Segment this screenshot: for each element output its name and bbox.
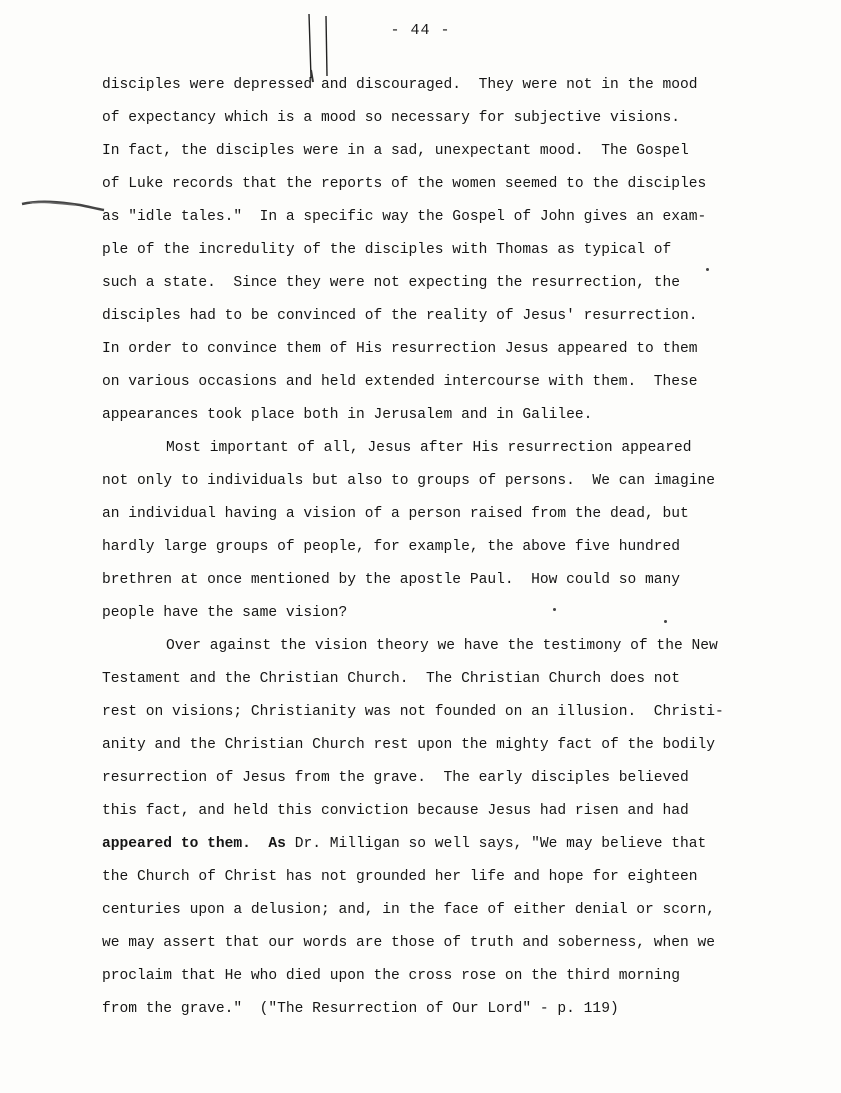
text-line: of expectancy which is a mood so necessary for subjective visions. bbox=[102, 110, 681, 126]
text-line: In fact, the disciples were in a sad, unexpectant mood. The Gospel bbox=[102, 143, 689, 159]
text-line: the Church of Christ has not grounded her life and hope for eighteen bbox=[102, 869, 698, 885]
ink-speck bbox=[706, 268, 709, 271]
text-line: hardly large groups of people, for example, the above five hundred bbox=[102, 539, 681, 555]
text-line: centuries upon a delusion; and, in the face of either denial or scorn, bbox=[102, 902, 716, 918]
text-line: disciples had to be convinced of the reality of Jesus' resurrection. bbox=[102, 308, 698, 324]
bold-phrase: appeared to them. As bbox=[102, 836, 286, 852]
ink-speck bbox=[664, 620, 667, 623]
text-line: an individual having a vision of a person raised from the dead, but bbox=[102, 506, 689, 522]
text-line: on various occasions and held extended intercourse with them. These bbox=[102, 374, 698, 390]
text-line: Testament and the Christian Church. The Christian Church does not bbox=[102, 671, 681, 687]
text-line: such a state. Since they were not expecting the resurrection, the bbox=[102, 275, 681, 291]
ink-speck bbox=[553, 608, 556, 611]
text-line: anity and the Christian Church rest upon the mighty fact of the bodily bbox=[102, 737, 716, 753]
text-line: from the grave." ("The Resurrection of Our Lord" - p. 119) bbox=[102, 1001, 619, 1017]
text-line: proclaim that He who died upon the cross rose on the third morning bbox=[102, 968, 681, 984]
margin-mark bbox=[20, 196, 105, 216]
text-line: of Luke records that the reports of the women seemed to the disciples bbox=[102, 176, 707, 192]
paragraph-start-line: Over against the vision theory we have the testimony of the New bbox=[166, 638, 718, 654]
body-text bbox=[102, 72, 822, 1029]
text-line-with-bold bbox=[102, 831, 822, 864]
text-line: brethren at once mentioned by the apostle Paul. How could so many bbox=[102, 572, 681, 588]
text-line: appearances took place both in Jerusalem and in Galilee. bbox=[102, 407, 593, 423]
text-line: as "idle tales." In a specific way the Gospel of John gives an exam- bbox=[102, 209, 707, 225]
text-line: we may assert that our words are those of truth and soberness, when we bbox=[102, 935, 716, 951]
text-line: disciples were depressed and discouraged. They were not in the mood bbox=[102, 77, 698, 93]
text-line: In order to convince them of His resurrection Jesus appeared to them bbox=[102, 341, 698, 357]
text-line: not only to individuals but also to groups of persons. We can imagine bbox=[102, 473, 716, 489]
paragraph-start-line: Most important of all, Jesus after His resurrection appeared bbox=[166, 440, 692, 456]
page-number: - 44 - bbox=[390, 22, 451, 39]
text-segment: Dr. Milligan so well says, "We may believe that bbox=[294, 836, 707, 852]
text-line: this fact, and held this conviction because Jesus had risen and had bbox=[102, 803, 689, 819]
text-line: rest on visions; Christianity was not founded on an illusion. Christi- bbox=[102, 704, 724, 720]
text-line: ple of the incredulity of the disciples with Thomas as typical of bbox=[102, 242, 672, 258]
text-line: resurrection of Jesus from the grave. The early disciples believed bbox=[102, 770, 689, 786]
text-line: people have the same vision? bbox=[102, 605, 348, 621]
